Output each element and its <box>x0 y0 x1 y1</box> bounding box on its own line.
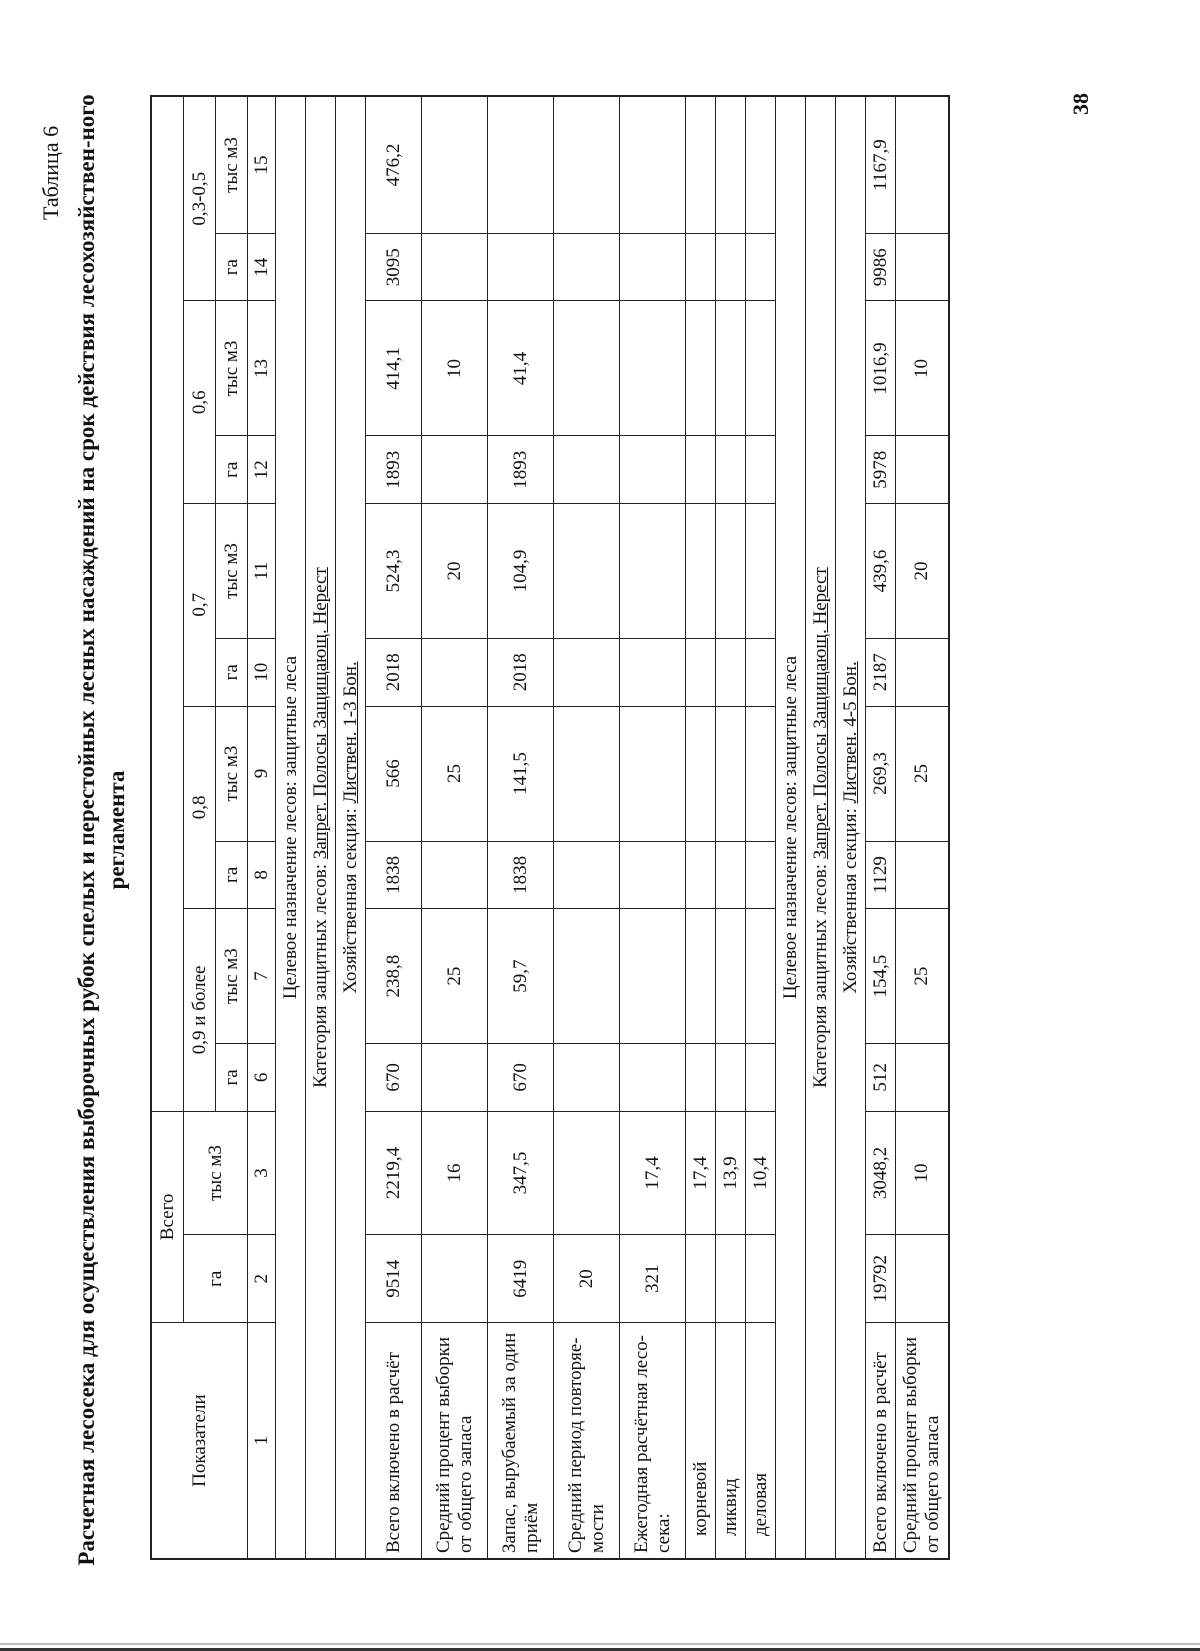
table-cell <box>716 841 746 909</box>
header-ha-total: га <box>184 1235 248 1323</box>
table-cell <box>422 1044 488 1112</box>
column-number: 8 <box>248 841 276 909</box>
table-cell <box>746 503 776 638</box>
table-cell <box>620 706 686 841</box>
row-label: Всего включено в расчёт <box>866 1323 896 1559</box>
category-prefix: Категория защитных лесов: <box>809 859 831 1088</box>
header-unit: тыс м3 <box>216 96 248 233</box>
header-unit: га <box>216 436 248 504</box>
table-row <box>896 96 950 1559</box>
column-number: 1 <box>248 1323 276 1559</box>
table-cell: 10 <box>896 301 950 436</box>
column-number: 7 <box>248 909 276 1044</box>
table-cell <box>716 909 746 1044</box>
category-value: Запрет. Полосы Защищающ. Нерест <box>309 567 331 860</box>
table-cell: 20 <box>896 503 950 638</box>
table-row <box>716 96 746 1559</box>
table-cell <box>422 436 488 504</box>
table-cell <box>620 96 686 233</box>
header-unit: тыс м3 <box>216 706 248 841</box>
row-label: Запас, вырубаемый за один приём <box>488 1323 554 1559</box>
table-caption: Таблица 6 <box>38 125 63 220</box>
category-value: Запрет. Полосы Защищающ. Нерест <box>809 567 831 860</box>
column-number: 12 <box>248 436 276 504</box>
table-cell <box>896 1044 950 1112</box>
column-number: 6 <box>248 1044 276 1112</box>
column-number: 9 <box>248 706 276 841</box>
table-cell: 5978 <box>866 436 896 504</box>
column-number: 10 <box>248 639 276 707</box>
table-cell <box>716 639 746 707</box>
table-cell: 17,4 <box>620 1111 686 1235</box>
purpose-label: Целевое назначение лесов: защитные леса <box>279 655 301 1000</box>
section-banner <box>806 96 836 1559</box>
column-number: 3 <box>248 1111 276 1235</box>
table-cell <box>422 233 488 301</box>
row-label: Средний процент выборки от общего запаса <box>422 1323 488 1559</box>
table-cell <box>620 301 686 436</box>
table-cell: 17,4 <box>686 1111 716 1235</box>
row-label: Средний период повторяе-мости <box>554 1323 620 1559</box>
table-cell: 25 <box>422 706 488 841</box>
table-cell: 25 <box>896 909 950 1044</box>
table-cell: 566 <box>366 706 422 841</box>
table-cell <box>686 96 716 233</box>
table-cell: 10,4 <box>746 1111 776 1235</box>
table-cell: 512 <box>866 1044 896 1112</box>
table-cell <box>716 706 746 841</box>
header-unit: га <box>216 639 248 707</box>
table-cell: 10 <box>422 301 488 436</box>
section-banner <box>306 96 336 1559</box>
table-cell <box>488 96 554 233</box>
table-cell <box>746 841 776 909</box>
table-row <box>866 96 896 1559</box>
table-cell <box>554 1044 620 1112</box>
header-unit: га <box>216 1044 248 1112</box>
table-cell <box>746 436 776 504</box>
table-cell <box>746 1235 776 1323</box>
table-cell <box>716 301 746 436</box>
table-cell: 16 <box>422 1111 488 1235</box>
row-label: корневой <box>686 1323 716 1559</box>
table-cell <box>746 1044 776 1112</box>
table-cell: 3048,2 <box>866 1111 896 1235</box>
table-cell <box>554 639 620 707</box>
table-cell <box>620 233 686 301</box>
table-row <box>554 96 620 1559</box>
table-cell <box>686 1235 716 1323</box>
table-cell: 3095 <box>366 233 422 301</box>
table-cell <box>686 503 716 638</box>
table-cell: 2187 <box>866 639 896 707</box>
table-cell: 10 <box>896 1111 950 1235</box>
section-banner <box>776 96 806 1559</box>
header-unit: тыс м3 <box>216 503 248 638</box>
header-total: Всего <box>151 1111 184 1323</box>
column-number: 2 <box>248 1235 276 1323</box>
table-row <box>746 96 776 1559</box>
table-cell: 269,3 <box>866 706 896 841</box>
table-cell: 2018 <box>366 639 422 707</box>
page-number: 38 <box>1068 93 1093 115</box>
header-unit: га <box>216 233 248 301</box>
header-group: 0,8 <box>184 706 216 909</box>
table-cell <box>620 639 686 707</box>
section-prefix: Хозяйственная секция: <box>339 803 361 994</box>
table-cell: 476,2 <box>366 96 422 233</box>
table-cell <box>422 841 488 909</box>
document-title: Расчетная лесосека для осуществления выборочных рубок спелых и перестойных лесных насаждений на срок действия лесохозяйствен-ного регламента <box>74 94 129 1566</box>
table-row <box>488 96 554 1559</box>
table-cell <box>686 909 716 1044</box>
header-indicators: Показатели <box>151 1323 248 1559</box>
table-cell: 670 <box>366 1044 422 1112</box>
table-cell <box>554 96 620 233</box>
table-cell: 6419 <box>488 1235 554 1323</box>
table-cell <box>716 503 746 638</box>
table-cell: 2018 <box>488 639 554 707</box>
row-label: деловая <box>746 1323 776 1559</box>
table-cell: 524,3 <box>366 503 422 638</box>
table-cell: 1016,9 <box>866 301 896 436</box>
table-cell: 1838 <box>488 841 554 909</box>
table-cell: 19792 <box>866 1235 896 1323</box>
purpose-label: Целевое назначение лесов: защитные леса <box>779 655 801 1000</box>
table-cell <box>620 909 686 1044</box>
table-cell: 20 <box>554 1235 620 1323</box>
table-cell <box>896 96 950 233</box>
table-cell: 25 <box>422 909 488 1044</box>
rotated-page <box>20 40 1170 1600</box>
table-cell: 104,9 <box>488 503 554 638</box>
section-banner-row <box>276 96 306 1559</box>
table-row <box>366 96 422 1559</box>
table-cell: 1893 <box>488 436 554 504</box>
table-cell <box>746 639 776 707</box>
header-unit: тыс м3 <box>216 301 248 436</box>
table-cell <box>686 233 716 301</box>
row-label: Средний процент выборки от общего запаса <box>896 1323 950 1559</box>
table-cell <box>620 1044 686 1112</box>
table-cell <box>896 1235 950 1323</box>
table-cell: 41,4 <box>488 301 554 436</box>
table-cell <box>554 301 620 436</box>
row-label: Всего включено в расчёт <box>366 1323 422 1559</box>
table-cell <box>554 1111 620 1235</box>
table-cell: 1129 <box>866 841 896 909</box>
table-cell <box>716 1044 746 1112</box>
table-cell <box>488 233 554 301</box>
table-cell: 59,7 <box>488 909 554 1044</box>
table-cell: 1167,9 <box>866 96 896 233</box>
section-banner-row <box>306 96 336 1559</box>
section-banner <box>276 96 306 1559</box>
table-cell: 154,5 <box>866 909 896 1044</box>
table-cell <box>746 233 776 301</box>
header-m3-total: тыс м3 <box>184 1111 248 1235</box>
section-banner-row <box>336 96 366 1559</box>
table-cell: 321 <box>620 1235 686 1323</box>
section-value: Листвен. 4-5 Бон. <box>839 661 861 804</box>
scan-edge <box>0 1643 1200 1645</box>
header-blank <box>151 96 184 1111</box>
table-cell <box>746 301 776 436</box>
section-banner-row <box>836 96 866 1559</box>
header-unit: га <box>216 841 248 909</box>
table-cell <box>716 96 746 233</box>
column-number: 15 <box>248 96 276 233</box>
table-cell <box>716 233 746 301</box>
table-cell: 1838 <box>366 841 422 909</box>
table-cell <box>422 639 488 707</box>
table-cell <box>554 706 620 841</box>
table-cell <box>620 503 686 638</box>
header-group: 0,6 <box>184 301 216 504</box>
table-cell: 1893 <box>366 436 422 504</box>
table-cell <box>746 96 776 233</box>
table-cell: 414,1 <box>366 301 422 436</box>
table-row <box>422 96 488 1559</box>
table-cell <box>686 301 716 436</box>
table-cell <box>686 1044 716 1112</box>
table-cell <box>422 1235 488 1323</box>
table-cell <box>716 1235 746 1323</box>
table-cell <box>716 436 746 504</box>
table-cell <box>554 233 620 301</box>
table-cell: 25 <box>896 706 950 841</box>
category-prefix: Категория защитных лесов: <box>309 859 331 1088</box>
section-banner-row <box>776 96 806 1559</box>
header-group: 0,9 и более <box>184 909 216 1112</box>
table-cell <box>686 706 716 841</box>
table-cell <box>686 639 716 707</box>
column-number: 13 <box>248 301 276 436</box>
column-number-row <box>248 96 276 1559</box>
section-prefix: Хозяйственная секция: <box>839 803 861 994</box>
table-row <box>620 96 686 1559</box>
table-cell: 9986 <box>866 233 896 301</box>
section-value: Листвен. 1-3 Бон. <box>339 661 361 804</box>
table-cell: 347,5 <box>488 1111 554 1235</box>
row-label: ликвид <box>716 1323 746 1559</box>
table-cell: 2219,4 <box>366 1111 422 1235</box>
table-cell <box>896 436 950 504</box>
table-cell <box>896 841 950 909</box>
column-number: 11 <box>248 503 276 638</box>
table-row <box>686 96 716 1559</box>
harvest-table <box>150 95 950 1560</box>
table-cell: 9514 <box>366 1235 422 1323</box>
table-cell <box>686 436 716 504</box>
table-cell <box>620 436 686 504</box>
table-cell <box>896 639 950 707</box>
section-banner <box>836 96 866 1559</box>
table-cell <box>686 841 716 909</box>
table-cell <box>554 909 620 1044</box>
table-cell: 238,8 <box>366 909 422 1044</box>
header-unit: тыс м3 <box>216 909 248 1044</box>
table-cell <box>554 436 620 504</box>
section-banner <box>336 96 366 1559</box>
table-cell <box>422 96 488 233</box>
table-cell: 439,6 <box>866 503 896 638</box>
section-banner-row <box>806 96 836 1559</box>
table-cell <box>896 233 950 301</box>
table-cell <box>554 841 620 909</box>
header-group: 0,3-0,5 <box>184 96 216 301</box>
table-cell <box>746 909 776 1044</box>
header-group: 0,7 <box>184 503 216 706</box>
row-label: Ежегодная расчётная лесо-сека: <box>620 1323 686 1559</box>
table-cell: 141,5 <box>488 706 554 841</box>
table-cell <box>554 503 620 638</box>
table-cell: 670 <box>488 1044 554 1112</box>
table-cell <box>746 706 776 841</box>
table-cell: 20 <box>422 503 488 638</box>
table-cell: 13,9 <box>716 1111 746 1235</box>
table-cell <box>620 841 686 909</box>
column-number: 14 <box>248 233 276 301</box>
